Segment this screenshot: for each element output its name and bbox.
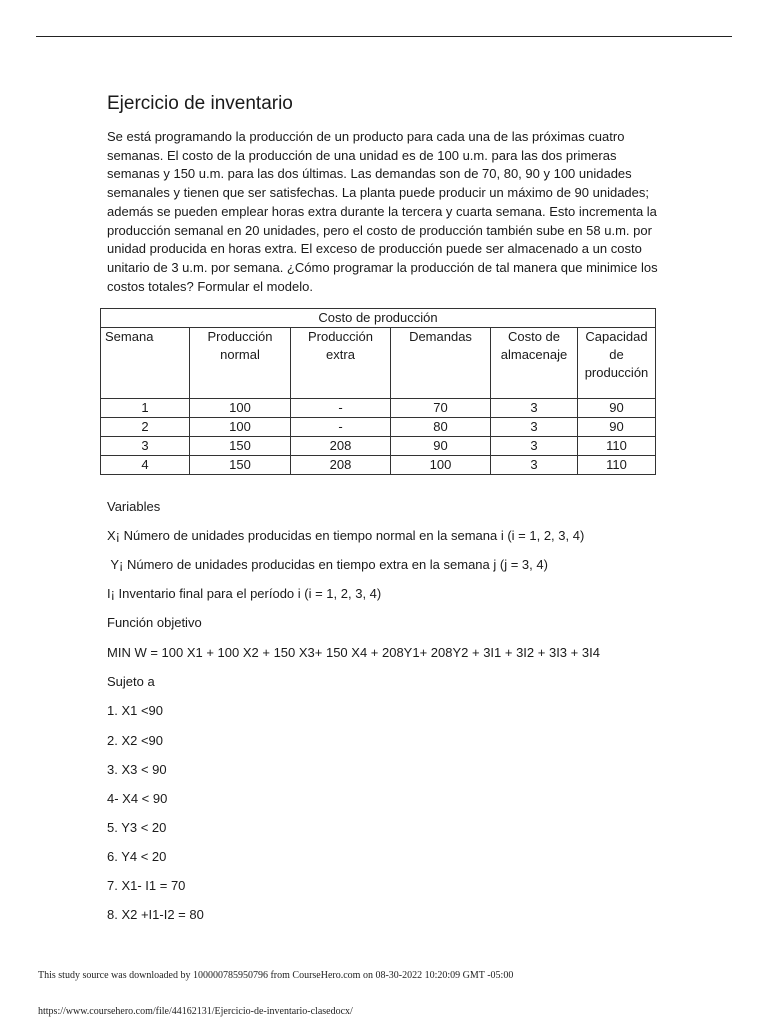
table-cell: 90 [578, 418, 656, 437]
table-caption: Costo de producción [101, 309, 656, 328]
constraint-item: 8. X2 +I1-I2 = 80 [107, 907, 204, 922]
table-cell: 208 [291, 437, 391, 456]
table-cell: 3 [491, 456, 578, 475]
table-cell: 90 [391, 437, 491, 456]
table-cell: 90 [578, 399, 656, 418]
problem-statement: Se está programando la producción de un producto para cada una de las próximas cuatro semanas. El costo de la producción de una unidad es de 100 u.m. para las dos primeras semanas y 150 u.m. para las dos últimas. Las demandas son de 70, 80, 90 y 100 unidades semanales y tienen que ser satisfechas. La planta puede producir un máximo de 90 unidades; además se pueden emplear horas extra durante la tercera y cuarta semana. Esto incrementa la producción semanal en 20 unidades, pero el costo de producción también sube en 58 u.m. por unidad producida en horas extra. El exceso de producción puede ser almacenado a un costo unitario de 3 u.m. por semana. ¿Cómo programar la producción de tal manera que minimice los costos totales? Formular el modelo. [107, 129, 658, 294]
constraint-item: 2. X2 <90 [107, 733, 164, 748]
constraint-item: 5. Y3 < 20 [107, 820, 167, 835]
table-caption-row [101, 309, 656, 328]
variables-heading: Variables [107, 499, 161, 514]
table-row [101, 418, 656, 437]
header-produccion-normal: Producción normal [190, 328, 291, 399]
header-demandas: Demandas [391, 328, 491, 399]
variable-i: I¡ Inventario final para el período i (i = 1, 2, 3, 4) [107, 586, 382, 601]
header-semana: Semana [101, 328, 190, 399]
header-divider [36, 36, 732, 37]
table-cell: - [291, 418, 391, 437]
table-cell: 2 [101, 418, 190, 437]
header-costo-almacenaje: Costo de almacenaje [491, 328, 578, 399]
download-notice: This study source was downloaded by 100000785950796 from CourseHero.com on 08-30-2022 10:20:09 GMT -05:00 [38, 970, 514, 981]
table-cell: 3 [491, 437, 578, 456]
table-cell: 100 [190, 399, 291, 418]
objective-function: MIN W = 100 X1 + 100 X2 + 150 X3+ 150 X4 + 208Y1+ 208Y2 + 3I1 + 3I2 + 3I3 + 3I4 [107, 645, 600, 660]
table-cell: 150 [190, 456, 291, 475]
table-cell: - [291, 399, 391, 418]
table-cell: 150 [190, 437, 291, 456]
variable-x: X¡ Número de unidades producidas en tiempo normal en la semana i (i = 1, 2, 3, 4) [107, 528, 585, 543]
source-url[interactable]: https://www.coursehero.com/file/44162131/Ejercicio-de-inventario-clasedocx/ [38, 1006, 353, 1017]
table-cell: 100 [391, 456, 491, 475]
constraint-item: 7. X1- I1 = 70 [107, 878, 186, 893]
table-cell: 3 [101, 437, 190, 456]
table-row [101, 437, 656, 456]
table-cell: 110 [578, 437, 656, 456]
constraint-item: 4- X4 < 90 [107, 791, 168, 806]
table-cell: 100 [190, 418, 291, 437]
table-row [101, 456, 656, 475]
table-row [101, 399, 656, 418]
page-title: Ejercicio de inventario [107, 93, 293, 114]
table-cell: 110 [578, 456, 656, 475]
table-header-row [101, 328, 656, 399]
constraint-item: 3. X3 < 90 [107, 762, 167, 777]
table-cell: 3 [491, 418, 578, 437]
table-cell: 208 [291, 456, 391, 475]
table-cell: 1 [101, 399, 190, 418]
table-cell: 4 [101, 456, 190, 475]
table-cell: 70 [391, 399, 491, 418]
header-produccion-extra: Producción extra [291, 328, 391, 399]
table-cell: 80 [391, 418, 491, 437]
objective-heading: Función objetivo [107, 615, 202, 630]
production-cost-table [100, 308, 656, 475]
header-capacidad: Capacidad de producción [578, 328, 656, 399]
table-cell: 3 [491, 399, 578, 418]
subject-to-heading: Sujeto a [107, 674, 155, 689]
constraint-item: 6. Y4 < 20 [107, 849, 167, 864]
constraint-item: 1. X1 <90 [107, 703, 164, 718]
variable-y: Y¡ Número de unidades producidas en tiempo extra en la semana j (j = 3, 4) [107, 557, 548, 572]
